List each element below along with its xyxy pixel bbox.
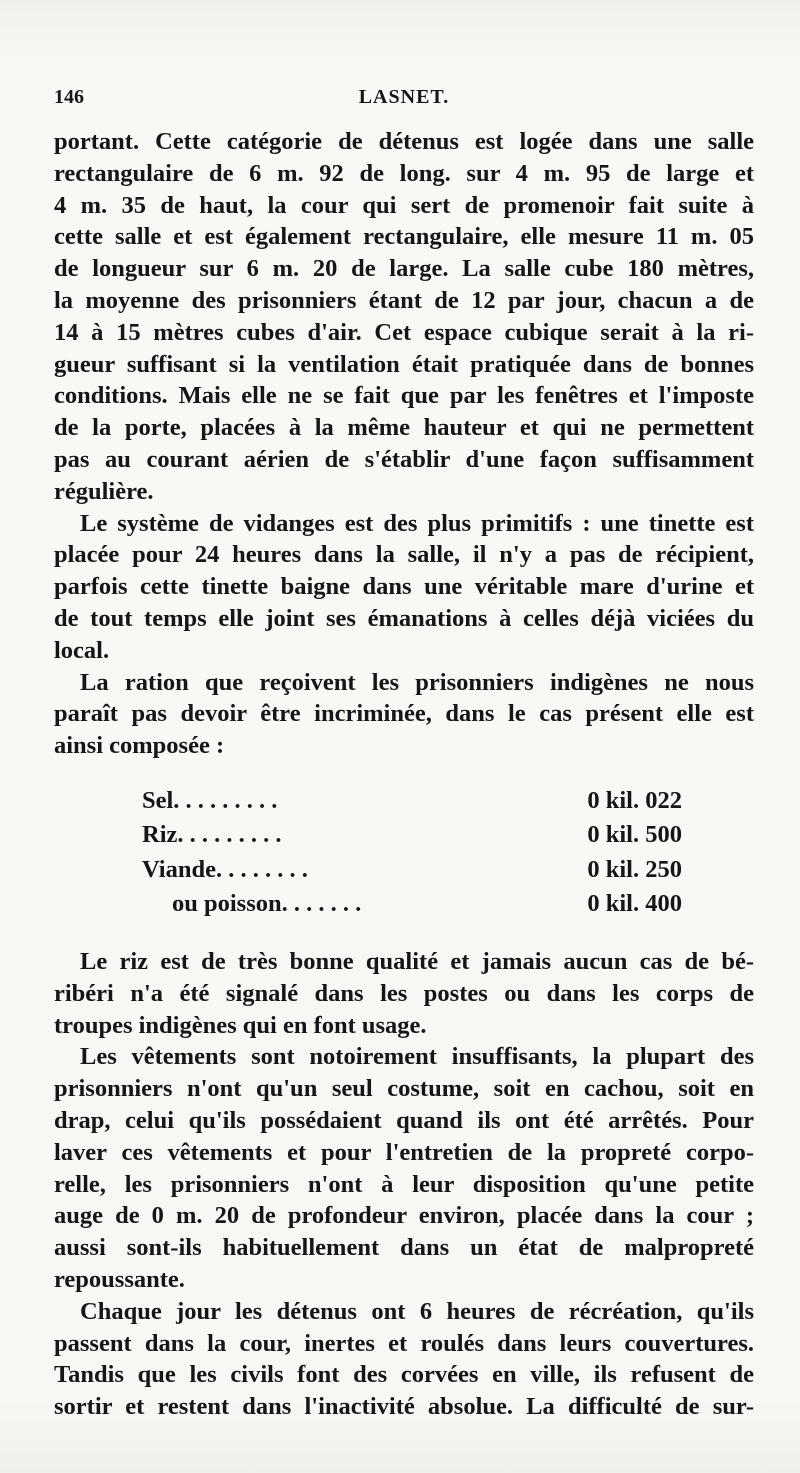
ration-row xyxy=(142,887,682,922)
ration-row xyxy=(142,818,682,853)
text-line: portant. Cette catégorie de détenus est logée dans une salle xyxy=(54,128,754,155)
text-line: Les vêtements sont notoirement insuffisants, la plupart des xyxy=(80,1043,754,1071)
text-line: aussi sont-ils habituellement dans un état de malpropreté xyxy=(54,1234,754,1262)
ration-item: Sel. . . . . . . . . xyxy=(142,786,278,814)
text-line: Chaque jour les détenus ont 6 heures de récréation, qu'ils xyxy=(80,1297,754,1325)
text-line: pas au courant aérien de s'établir d'une façon suffisamment xyxy=(54,445,754,473)
text-line: auge de 0 m. 20 de profondeur environ, placée dans la cour ; xyxy=(54,1202,754,1230)
paragraph-recreation xyxy=(54,1296,754,1423)
text-line: ainsi composée : xyxy=(54,732,225,760)
ration-quantity: 0 kil. 250 xyxy=(587,855,682,883)
text-line: prisonniers n'ont qu'un seul costume, soit en cachou, soit en xyxy=(54,1075,754,1103)
ration-quantity: 0 kil. 500 xyxy=(587,821,682,849)
text-line: paraît pas devoir être incriminée, dans le cas présent elle est xyxy=(54,700,754,728)
text-line: rectangulaire de 6 m. 92 de long. sur 4 m. 95 de large et xyxy=(54,159,754,187)
text-line: de tout temps elle joint ses émanations à celles déjà viciées du xyxy=(54,604,754,632)
text-line: passent dans la cour, inertes et roulés dans leurs couvertures. xyxy=(54,1329,754,1357)
ration-item: Riz. . . . . . . . . xyxy=(142,821,282,849)
text-line: gueur suffisant si la ventilation était pratiquée dans de bonnes xyxy=(54,350,754,378)
text-line: la moyenne des prisonniers étant de 12 par jour, chacun a de xyxy=(54,286,754,314)
paragraph-clothing xyxy=(54,1041,754,1295)
ration-item: ou poisson. . . . . . . xyxy=(172,890,362,918)
text-line: laver ces vêtements et pour l'entretien de la propreté corpo- xyxy=(54,1138,754,1166)
running-head: LASNET. xyxy=(358,86,450,108)
text-line: parfois cette tinette baigne dans une véritable mare d'urine et xyxy=(54,573,754,601)
ration-quantity: 0 kil. 400 xyxy=(587,890,682,918)
ration-quantity: 0 kil. 022 xyxy=(587,786,682,814)
ration-table xyxy=(142,784,682,922)
paragraph-ration-intro xyxy=(54,667,754,762)
paragraph-cell-description xyxy=(54,126,754,508)
page-header xyxy=(54,86,754,116)
paragraph-sanitation xyxy=(54,508,754,667)
text-line: Le riz est de très bonne qualité et jamais aucun cas de bé- xyxy=(80,947,754,975)
text-line: de la porte, placées à la même hauteur et qui ne permettent xyxy=(54,414,754,442)
text-line: 14 à 15 mètres cubes d'air. Cet espace cubique serait à la ri- xyxy=(54,318,754,346)
text-line: Le système de vidanges est des plus primitifs : une tinette est xyxy=(80,509,754,537)
ration-row xyxy=(142,853,682,888)
text-line: régulière. xyxy=(54,477,154,505)
text-line: sortir et restent dans l'inactivité absolue. La difficulté de sur- xyxy=(54,1393,754,1421)
ration-item: Viande. . . . . . . . xyxy=(142,855,308,883)
text-line: repoussante. xyxy=(54,1265,185,1293)
ration-row xyxy=(142,784,682,819)
text-line: ribéri n'a été signalé dans les postes ou dans les corps de xyxy=(54,979,754,1007)
paragraph-rice xyxy=(54,946,754,1041)
text-line: La ration que reçoivent les prisonniers indigènes ne nous xyxy=(80,668,754,696)
text-line: relle, les prisonniers n'ont à leur disposition qu'une petite xyxy=(54,1170,754,1198)
text-line: Tandis que les civils font des corvées en ville, ils refusent de xyxy=(54,1361,754,1389)
text-line: de longueur sur 6 m. 20 de large. La salle cube 180 mètres, xyxy=(54,255,754,283)
text-line: drap, celui qu'ils possédaient quand ils ont été arrêtés. Pour xyxy=(54,1106,754,1134)
text-line: placée pour 24 heures dans la salle, il n'y a pas de récipient, xyxy=(54,541,754,569)
body-text xyxy=(54,126,754,1423)
page-number: 146 xyxy=(54,86,84,108)
text-line: 4 m. 35 de haut, la cour qui sert de promenoir fait suite à xyxy=(54,191,754,219)
text-line: conditions. Mais elle ne se fait que par les fenêtres et l'imposte xyxy=(54,382,754,410)
text-line: local. xyxy=(54,636,110,664)
text-line: troupes indigènes qui en font usage. xyxy=(54,1011,427,1039)
text-line: cette salle et est également rectangulaire, elle mesure 11 m. 05 xyxy=(54,223,754,251)
